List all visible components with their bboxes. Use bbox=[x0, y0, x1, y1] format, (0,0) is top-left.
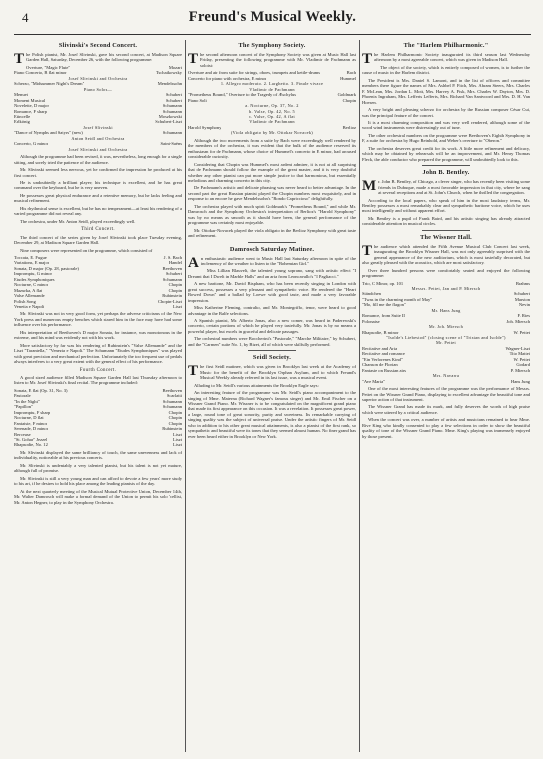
programme-list bbox=[14, 388, 182, 448]
paragraph-group bbox=[362, 179, 530, 227]
article-paragraph: The orchestra played with much spirit Goldmark's "Prometheus Bound," and while Mr. Damrosch and the Symphony Orchestra's interpretation of Berlioz's "Harold Symphony" was by no means as smooth as it should have been, the general performance of the programme was certainly most enjoyable. bbox=[188, 203, 356, 226]
article-paragraph: Considering that Chopin was Hummel's most ardent admirer, it is not at all surprising that de Pachmann should follow the example of the great master, and it is very doubtful whether any other pianist can put more simple justice to that harmonious, but essentially melodious and charming concerto in this city. bbox=[188, 161, 356, 183]
programme-piece: Polish Song bbox=[14, 298, 36, 304]
article-paragraph: Mr. Slivinski is undeniably a very talented pianist, but his talent is not yet mature, although full of promise. bbox=[14, 462, 182, 474]
programme-composer: W. Pettet bbox=[513, 329, 530, 335]
programme-piece: "Ein Verlorenes Kind" bbox=[362, 356, 403, 362]
paragraph-text: he Harlem Philharmonic Society inaugurated its third season last Wednesday afternoon by a most agreeable concert, which was given in Madison Hall. bbox=[374, 52, 530, 63]
programme-piece: Pastorale bbox=[14, 393, 31, 399]
programme-piece: Concerto for piano with orchestra, E minor bbox=[188, 75, 267, 81]
programme-item bbox=[362, 379, 530, 384]
article-paragraph: Alluding to Mr. Seidl's various attainments the Brooklyn Eagle says: bbox=[194, 382, 319, 388]
programme-composer: Scarlatti bbox=[166, 393, 182, 399]
article-paragraph: Mr. Slivinski was not in very good form, yet perhaps the adverse criticisms of the New York press and numerous empty benches which stared him in the face may have had some influence over his performance. bbox=[14, 311, 182, 328]
programme-performer: 1. Allegro moderato. 2. Larghetto. 3. Finale vivace bbox=[220, 81, 324, 87]
programme-composer: J. S. Bach bbox=[163, 254, 182, 260]
section-rule bbox=[422, 165, 470, 166]
article-paragraph: The third concert of the series given by Josef Slivinski took place Tuesday evening, December 29, at Madison Square Garden Hall. bbox=[14, 234, 182, 246]
programme-composer: Hans Jung bbox=[510, 378, 530, 384]
section-subheading: Third Concert. bbox=[81, 227, 115, 233]
programme-performer: "Isolde's Liebestod" (closing scene of "Tristan and Isolde") bbox=[386, 335, 506, 341]
programme-piece: Recitative and romance bbox=[362, 351, 405, 357]
programme-piece: Berceuse bbox=[14, 431, 31, 437]
article-paragraph: More satisfactory by far was his rendering of Rubinstein's "Valse Allemande" and the Liszt "Tarantella," "Venezia e Napoli." The Schumann "Etudes Symphoniques" was played with great precision and mechanical perfection. Unfortunately the too frequent use of pedals always interferes to a very great extent with the general effect of his performance. bbox=[14, 342, 182, 365]
programme-composer: Liszt bbox=[172, 437, 182, 442]
article-paragraph: The other orchestral numbers on the programme were Beethoven's Eighth Symphony in F, a suite for orchestra by Hugo Reinhold, and Weber's overture to "Oberon." bbox=[362, 132, 530, 144]
programme-piece: Nocturne, C minor bbox=[14, 282, 49, 288]
article-paragraph: Although the programme had been revised, it was, nevertheless, long enough for a single sitting, and sorely tried the patience of the audience. bbox=[14, 154, 182, 165]
drop-cap: A bbox=[188, 254, 199, 271]
article-paragraph: The Wissner Grand has made its mark, and fully deserves the words of high praise which were uttered by a critical audience. bbox=[362, 404, 530, 415]
paragraph-group bbox=[14, 235, 182, 253]
programme-composer: Schumann bbox=[162, 103, 182, 109]
programme-piece: Venetia e Napoli bbox=[14, 304, 45, 310]
programme-piece: Impromptu, G minor bbox=[14, 271, 53, 277]
article-paragraph: The President is Mrs. Daniel S. Lamont, and in the list of officers and committee members there figure the names of Mrs. Ashbel P. Fitch, Mrs. Abram Steers, Mrs. Charles F. McLean, Mrs. Jordan L. Mott, Mrs. Harvey A. Fisk, Mrs. Charles W. Dayton, Mrs. D. Phoenix Ingraham, Mrs. Lefferts Lefferts, Mrs. Richard Van Santvoord and Mrs. D. H. Van Hoesen. bbox=[362, 77, 530, 105]
programme-piece: Rhapsodie, No. 12 bbox=[14, 442, 48, 448]
programme-piece: Variations, E major bbox=[14, 260, 50, 266]
programme-composer: Wagner-Liszt bbox=[505, 345, 530, 351]
column-2 bbox=[188, 40, 356, 752]
section-rule bbox=[248, 350, 296, 351]
article-paragraph: Miss Lillian Blauvelt, the talented young soprano, sang with artistic effect "I Dreamt that I Dwelt in Marble Halls" and an aria from Leoncavallo's "I Pagliacci." bbox=[188, 268, 356, 279]
programme-composer: Chopin bbox=[168, 420, 182, 426]
column-3 bbox=[362, 40, 530, 752]
paragraph-group bbox=[14, 450, 182, 505]
drop-cap: T bbox=[14, 51, 25, 67]
article-paragraph: De Pachmann's artistic and delicate phrasing was never heard to better advantage. In the second part the great Russian pianist played the Chopin numbers most exquisitely, and in response to an encore he gave Mendelssohn's "Rondo Capriccioso" delightfully. bbox=[188, 185, 356, 202]
programme-piece: Etincelle bbox=[14, 113, 31, 119]
programme-piece: Novelette, D major bbox=[14, 103, 49, 109]
programme-composer: Hummel bbox=[340, 75, 356, 81]
programme-performer: Mr. Joh. Miersch bbox=[428, 324, 464, 330]
programme-composer: Rubinstein bbox=[162, 426, 182, 432]
newspaper-page bbox=[14, 6, 531, 754]
article-paragraph: His rhythmical sense is excellent, but he has no temperament—at least his rendering of a varied programme did not reveal any. bbox=[14, 205, 182, 217]
programme-composer: Liszt bbox=[172, 304, 182, 310]
programme-composer: Liszt bbox=[172, 442, 182, 448]
programme-composer: Bach bbox=[346, 70, 356, 76]
programme-piece: Harold Symphony bbox=[188, 124, 222, 130]
programme-performer: Vladimir de Pachmann bbox=[249, 86, 295, 92]
programme-piece: Piano Soli bbox=[188, 97, 207, 103]
paragraph-text: r. John B. Bentley, of Chicago, a clever singer, who has recently been visiting some friends in Dubuque, made a most favorable impression in that city, where he sang at several receptions and at St. John's Church, when he thrilled the congregation. bbox=[378, 179, 530, 196]
programme-composer: Schumann bbox=[162, 398, 182, 404]
programme-piece: Overture and air from suite for strings, oboes, trumpets and kettle-drums bbox=[188, 70, 321, 76]
programme-composer: Handel bbox=[168, 260, 182, 266]
masthead-title: Freund's Musical Weekly. bbox=[188, 9, 357, 25]
programme-piece: Ständchen bbox=[362, 291, 381, 297]
article-paragraph: One of the most interesting features of the programme was the performance of Messrs. Pettet on the Wissner Grand Piano, displaying to excellent advantage the beautiful tone and superior action of that instrument. bbox=[362, 386, 530, 403]
paragraph-group bbox=[188, 364, 356, 439]
programme-piece: Nocturne, D flat bbox=[14, 415, 44, 421]
programme-piece: Trio, C Minor, op. 101 bbox=[362, 280, 404, 286]
programme-piece: Erlkönig bbox=[14, 119, 30, 125]
section-rule bbox=[422, 230, 470, 231]
article-paragraph: A very bright and pleasing scherzo for orchestra by the Russian composer César Cui, was the principal feature of the concert. bbox=[362, 107, 530, 118]
programme-composer: Schubert-Liszt bbox=[155, 119, 182, 125]
programme-composer: W. Pettet bbox=[513, 356, 530, 362]
article-paragraph: Mr. Slivinski displayed the same brilliancy of touch, the same unevenness and lack of individuality, noticeable at his previous concerts. bbox=[14, 449, 182, 461]
article-title: The "Harlem Philharmonic." bbox=[403, 42, 489, 49]
programme-piece: Fantasie on Russian airs bbox=[362, 367, 407, 373]
paragraph-group bbox=[362, 52, 530, 162]
programme-list bbox=[14, 255, 182, 310]
paragraph-text: n enthusiastic audience went to Music Hall last Saturday afternoon in spite of the inclemency of the weather to listen to the "Bohemian Girl." bbox=[200, 255, 356, 266]
programme-composer: Beethoven bbox=[162, 265, 182, 271]
article-paragraph: Although the two movements from a suite by Bach were exceedingly well rendered by the members of the orchestra, it was evident that the bulk of the audience reserved its enthusiasm for de Pachmann, whose choice of Hummel's concerto in E minor, had aroused considerable curiosity. bbox=[188, 137, 356, 160]
article-paragraph: The orchestra, under Mr. Anton Seidl, played exceedingly well. bbox=[20, 218, 136, 224]
programme-composer: Joh. Miersch bbox=[506, 318, 530, 324]
programme-composer: Chopin-Liszt bbox=[158, 298, 182, 304]
programme-composer: Goldmark bbox=[337, 92, 356, 98]
programme-composer: P. Miersch bbox=[510, 367, 530, 373]
programme-piece: "Dance of Nymphs and Satyrs" (new) bbox=[14, 130, 83, 136]
column-1 bbox=[14, 40, 182, 752]
article-paragraph: His interpretation of Beethoven's D major Sonata, for instance, was monotonous in the extreme, and his mind was evidently not with his work. bbox=[14, 329, 182, 341]
article-paragraph: The object of the society, which is entirely composed of women, is to further the cause of music in the Harlem district. bbox=[362, 64, 530, 76]
article-paragraph bbox=[362, 51, 530, 67]
article-paragraph: A Spanish pianist, Mr. Alberto Jonas, also a new comer, was heard in Paderewski's concerto, certain portions of which he played very tastefully. Mr. Jonas is by no means a powerful player, but excels in graceful and delicate passages. bbox=[188, 318, 356, 334]
article-paragraph: According to the local papers, who speak of him in the most laudatory terms, Mr. Bentley possesses a most remarkably clear and sympathetic baritone voice, which he uses most intelligently and without apparent effort. bbox=[362, 197, 530, 214]
programme-composer: Beethoven bbox=[162, 387, 182, 393]
programme-piece: Scherzo, "Midsummer Night's Dream" bbox=[14, 81, 85, 87]
programme-piece: Piano Concerto, B flat minor bbox=[14, 70, 67, 76]
section-rule bbox=[248, 242, 296, 243]
programme-piece: Mazurka, A flat bbox=[14, 287, 43, 293]
article-paragraph: Mr. Slivinski is still a very young man and can afford to devote a few years' more study to his art, if he desires to hold his place among the leading pianists of the day. bbox=[14, 475, 182, 487]
drop-cap: T bbox=[188, 51, 199, 67]
article-paragraph: The orchestra deserves great credit for its work. A little more refinement and delicacy, which may be obtained by rehearsals will be an improvement, and Mr. Henry Thomas Fleck, the able conductor who prepared the programme, will undoubtedly look to this. bbox=[362, 145, 530, 162]
programme-piece: Etudes Symphoniques bbox=[14, 276, 55, 282]
programme-composer: Schumann bbox=[162, 130, 182, 136]
column-divider bbox=[185, 40, 186, 752]
programme-piece: Chanson de Florian bbox=[362, 362, 398, 368]
article-title: Damrosch Saturday Matinee. bbox=[229, 245, 315, 253]
article-paragraph: He is undoubtedly a brilliant player; his technique is excellent, and he has great command over the keyboard, but he is very uneven. bbox=[14, 179, 182, 191]
section-subheading: Fourth Concert. bbox=[79, 367, 117, 373]
programme-piece: Valse Allemande bbox=[14, 293, 45, 299]
article-paragraph: An interesting feature of the programme was Mr. Seidl's piano accompaniment to the singing of Mme. Materna (Richard Wagner's famous singer) and Mr. Emil Fischer on a Wissner Grand Piano. Mr. Wissner is to be congratulated on the magnificent grand piano that made its first appearance on this occasion. It was a revelation. It possesses great power, a large, round tone of great sonority, purity and sweetness. Its remarkable carrying of singing quality was the subject of universal praise. Under the artistic fingers of Mr. Seidl who in addition to his other great musical attainments, is also a pianist of the first rank, so sympathetic and beautiful were its tones that they seemed almost human. No finer grand has ever been heard either in Brooklyn or New York. bbox=[188, 390, 356, 439]
article-paragraph bbox=[188, 364, 356, 380]
programme-piece: Concerto, G minor bbox=[14, 141, 49, 147]
article-paragraph: A good sized audience filled Madison Square Garden Hall last Thursday afternoon to listen to Mr. Josef Slivinski's final recital. The programme included: bbox=[14, 375, 182, 386]
programme-composer: Godard bbox=[516, 362, 530, 368]
programme-performer: c. Valse, Op. 42, A flat bbox=[249, 113, 295, 119]
programme-composer: Mendelssohn bbox=[157, 81, 182, 87]
page-header bbox=[14, 6, 531, 35]
programme-piece: Romance, from Suite II bbox=[362, 313, 405, 319]
article-paragraph bbox=[362, 179, 530, 195]
programme-piece: Sonata, E flat (Op. 31, No. 3) bbox=[14, 387, 68, 393]
programme-composer: Schubert bbox=[513, 291, 530, 297]
programme-composer: Tito Mattei bbox=[509, 351, 530, 357]
programme-composer: Chopin bbox=[168, 287, 182, 293]
programme-performer: (Viola obligato by Mr. Ottokar Novacek) bbox=[230, 130, 314, 136]
article-paragraph bbox=[188, 254, 356, 271]
drop-cap: M bbox=[362, 178, 377, 195]
programme-performer: Mr. Pettet bbox=[436, 340, 456, 346]
programme-piece: Serenade, D minor bbox=[14, 426, 49, 432]
programme-performer: Josef Slivinski and Orchestra bbox=[68, 75, 128, 81]
programme-piece: Toccata, E. Fugue bbox=[14, 254, 47, 260]
programme-performer: Josef Slivinski bbox=[83, 124, 113, 130]
programme-piece: "Papillon" bbox=[14, 404, 33, 410]
programme-performer: a. Nocturne, Op. 37, No. 2 bbox=[245, 103, 299, 109]
article-paragraph: Mr. Bentley is a pupil of Frank Baird, and his artistic singing has already attracted considerable attention in musical circles. bbox=[362, 215, 530, 227]
article-title: John B. Bentley. bbox=[422, 169, 470, 177]
paragraph-group bbox=[362, 386, 530, 439]
programme-composer: Schubert bbox=[165, 97, 182, 103]
article-paragraph: At the next quarterly meeting of the Musical Mutual Protective Union, December 14th, Mr. Walter Damrosch will make a formal demand of the Union to permit his solo 'cellist, Mr. Anton Hegner, to play in the Symphony Orchestra. bbox=[14, 488, 182, 505]
programme-item bbox=[14, 442, 182, 447]
programme-piece: Recitative and Aria bbox=[362, 345, 398, 351]
page-number: 4 bbox=[22, 10, 29, 25]
programme-performer: Piano Solos— bbox=[83, 86, 113, 92]
programme-composer: Chopin bbox=[168, 415, 182, 421]
paragraph-group bbox=[14, 154, 182, 224]
programme-piece: "Mo, fill me the flagon" bbox=[362, 302, 406, 308]
programme-composer: F. Ries bbox=[517, 313, 530, 319]
drop-cap: T bbox=[362, 51, 373, 67]
programme-composer: Schubert bbox=[165, 271, 182, 277]
article-paragraph: Mr. Ottokar-Novacek played the viola obligato in the Berlioz Symphony with great taste and refinement. bbox=[188, 227, 356, 239]
programme-composer: Tschaikowsky bbox=[156, 70, 182, 76]
programme-composer: Schumann bbox=[162, 404, 182, 410]
article-title: Slivinski's Second Concert. bbox=[58, 42, 138, 49]
article-paragraph: It is a most charming composition and was very well rendered, although some of the wood wind instruments were distressingly out of tune. bbox=[362, 119, 530, 131]
article-title: Seidl Society. bbox=[252, 354, 292, 362]
programme-piece: Moment Musical bbox=[14, 97, 46, 103]
article-paragraph: When the concert was over, a number of artists and musicians remained to hear Mme. Rive King who kindly consented to play a few selections in order to show the beautiful quality of tone of the Wissner Grand Piano. Mme. King's playing was immensely enjoyed by those present. bbox=[362, 417, 530, 439]
drop-cap: T bbox=[362, 242, 373, 259]
programme-piece: Sonata, D major (Op. 28, pastorale) bbox=[14, 265, 79, 271]
programme-composer: Marston bbox=[514, 296, 530, 302]
programme-performer: Mrs. Navarra bbox=[432, 373, 460, 379]
programme-composer: Chopin bbox=[168, 409, 182, 415]
programme-composer: Liszt bbox=[172, 431, 182, 437]
programme-piece: Menuet bbox=[14, 92, 28, 98]
paragraph-text: he first Seidl matinee, which was given in Brooklyn last week at the Academy of Music for the benefit of the Brooklyn Orphan Asylum, and to which Freund's Musical Weekly already referred in its last issue, was a musical event. bbox=[200, 364, 356, 381]
article-paragraph: A new baritone, Mr. David Bispham, who has been recently singing in London with great success, possesses a very pleasant and sympathetic voice. He rendered the "Heart Bowed Down" and a ballad by Loewe with good taste, and made a very favorable impression. bbox=[188, 281, 356, 303]
column-divider bbox=[359, 40, 360, 752]
paragraph-text: he audience which attended the Fifth Avenue Musical Club Concert last week, inaugurating the Brooklyn Wissner Hall, was not only agreeably surprised with the general appearance of the new auditorium, which is most tastefully decorated, but also greatly pleased with the acoustics, which are most satisfactory. bbox=[362, 243, 530, 266]
programme-list bbox=[14, 65, 182, 152]
programme-piece: "In the Night" bbox=[14, 398, 40, 404]
programme-composer: Rubinstein bbox=[162, 293, 182, 299]
paragraph-text: he second afternoon concert of the Symphony Society was given at Music Hall last Friday, presenting the following programme with Mr. Vladimir de Pachmann as soloist: bbox=[200, 52, 356, 68]
article-title: The Symphony Society. bbox=[238, 42, 306, 49]
programme-piece: "Ave Maria" bbox=[362, 378, 385, 384]
programme-composer: Saint-Saëns bbox=[160, 141, 182, 147]
paragraph-group bbox=[188, 138, 356, 239]
programme-performer: Mr. Hans Jung bbox=[431, 307, 461, 313]
programme-piece: "Twas in the charming month of May" bbox=[362, 296, 433, 302]
programme-piece: Overture, "Magic Flute" bbox=[26, 64, 71, 70]
programme-list bbox=[188, 70, 356, 135]
article-paragraph bbox=[362, 244, 530, 266]
programme-composer: Schumann bbox=[162, 108, 182, 114]
paragraph-group bbox=[362, 244, 530, 279]
programme-piece: Romance, F sharp bbox=[14, 108, 47, 114]
programme-composer: Schubert bbox=[165, 92, 182, 98]
article-paragraph bbox=[188, 52, 356, 68]
article-paragraph: The orchestral numbers were Boccherini's "Pastorale," "Marche Militaire," by Schubert, and the "Carmen" suite No. 1, by Bizet, all of which were skilfully performed. bbox=[188, 336, 356, 347]
programme-performer: Messrs. Pettet, Jan and P. Miersch bbox=[411, 285, 481, 291]
paragraph-text: he Polish pianist, Mr. Josef Slivinski, gave his second concert, at Madison Square Garden Hall, Saturday, December 26, with the following programme: bbox=[26, 52, 182, 63]
programme-composer: Schumann bbox=[162, 276, 182, 282]
article-paragraph: Mr. Slivinski seemed less nervous, yet he confirmed the impression he produced at his first concert. bbox=[14, 167, 182, 178]
paragraph-group bbox=[188, 256, 356, 348]
programme-composer: Berlioz bbox=[342, 124, 356, 130]
article-paragraph: He possesses great physical endurance and a retentive memory, but he lacks feeling and musical refinement. bbox=[14, 192, 182, 204]
article-paragraph: Over three hundred persons were comfortably seated and enjoyed the following programme: bbox=[362, 267, 530, 279]
programme-piece: Impromptu, F sharp bbox=[14, 409, 51, 415]
programme-performer: Vladimir de Pachmann bbox=[249, 119, 295, 125]
programme-performer: Josef Slivinski and Orchestra bbox=[68, 146, 128, 152]
paragraph-group bbox=[14, 311, 182, 364]
programme-composer: Mozart bbox=[168, 64, 182, 70]
programme-performer: Anton Seidl and Orchestra bbox=[71, 135, 125, 141]
programme-composer: Brahms bbox=[515, 280, 530, 286]
programme-performer: b. Valse, Op. 42, No. 5 bbox=[249, 108, 295, 114]
article-title: The Wissner Hall. bbox=[420, 233, 472, 241]
programme-composer: Nevin bbox=[518, 302, 530, 308]
programme-piece: Fantaisie, F minor bbox=[14, 420, 48, 426]
programme-composer: Chopin bbox=[168, 282, 182, 288]
programme-piece: "St. Gohar" Jezzel bbox=[14, 437, 48, 442]
article-paragraph: Miss Katherine Fleming, contralto, and Mr. Montegriffo, tenor, were heard to good advantage in the Balfe selections. bbox=[188, 305, 356, 316]
programme-item bbox=[14, 304, 182, 309]
programme-piece: Polonaise bbox=[362, 318, 380, 324]
article-paragraph: Nine composers were represented on the programme, which consisted of bbox=[20, 247, 153, 253]
paragraph-group bbox=[14, 375, 182, 386]
programme-list bbox=[362, 281, 530, 385]
drop-cap: T bbox=[188, 363, 199, 380]
programme-composer: Chopin bbox=[342, 97, 356, 103]
programme-piece: Rhapsodie, B minor bbox=[362, 329, 399, 335]
programme-composer: Moszkowski bbox=[158, 113, 182, 119]
programme-piece: "Prometheus Bound," Overture to the Tragedy of Æschylus bbox=[188, 92, 297, 98]
